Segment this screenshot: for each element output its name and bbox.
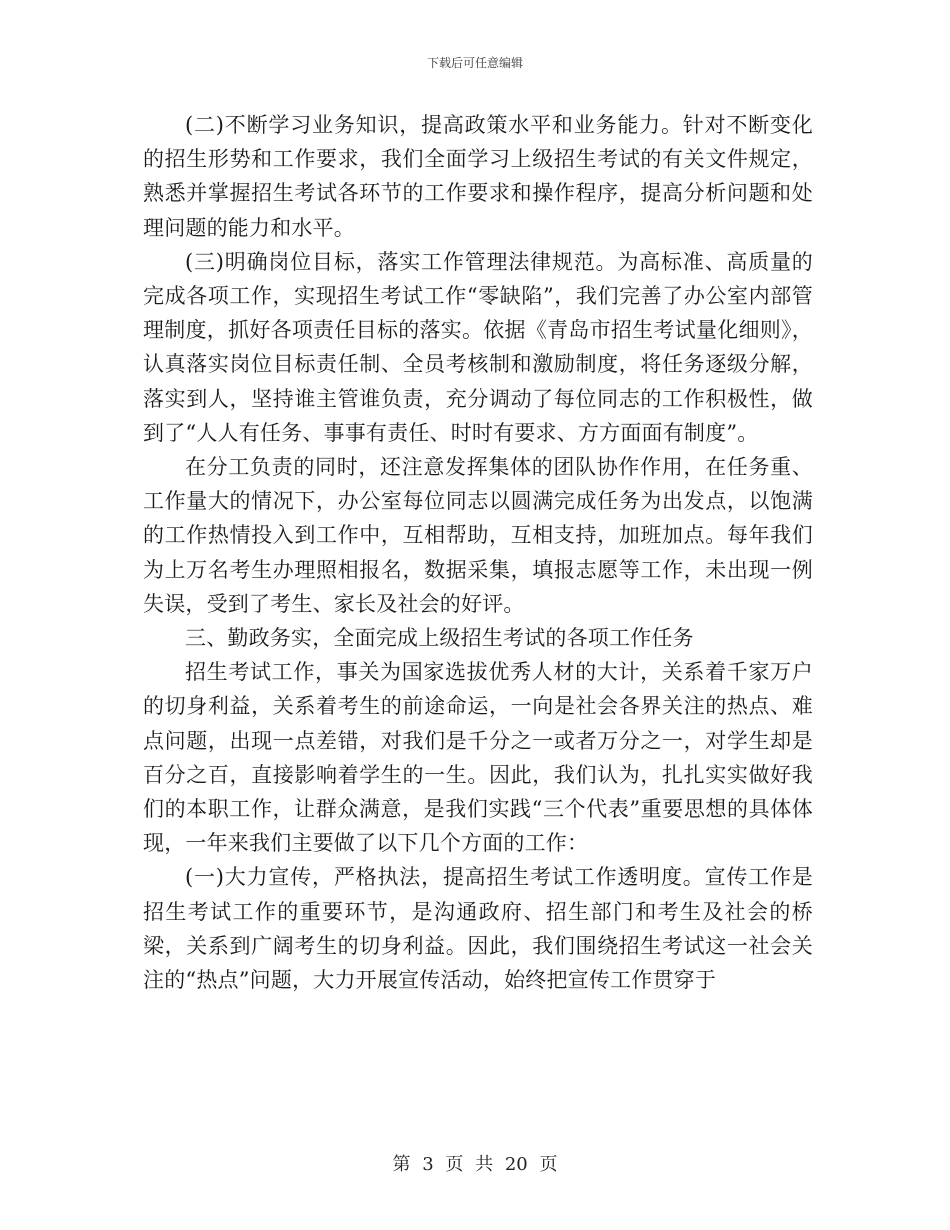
document-body bbox=[143, 108, 813, 997]
paragraph-post-targets: (三)明确岗位目标，落实工作管理法律规范。为高标准、高质量的完成各项工作，实现招生考试工作“零缺陷”，我们完善了办公室内部管理制度，抓好各项责任目标的落实。依据《青岛市招生考试量化细则》，认真落实岗位目标责任制、全员考核制和激励制度，将任务逐级分解，落实到人，坚持谁主管谁负责，充分调动了每位同志的工作积极性，做到了“人人有任务、事事有责任、时时有要求、方方面面有制度”。 bbox=[143, 249, 813, 445]
section-heading-three: 三、勤政务实，全面完成上级招生考试的各项工作任务 bbox=[185, 626, 694, 651]
paragraph-publicity: (一)大力宣传，严格执法，提高招生考试工作透明度。宣传工作是招生考试工作的重要环节，是沟通政府、招生部门和考生及社会的桥梁，关系到广阔考生的切身利益。因此，我们围绕招生考试这一社会关注的“热点”问题，大力开展宣传活动，始终把宣传工作贯穿于 bbox=[143, 865, 813, 993]
page-number: 第 3 页 共 20 页 bbox=[392, 1154, 558, 1175]
paragraph-teamwork: 在分工负责的同时，还注意发挥集体的团队协作作用，在任务重、工作量大的情况下，办公室每位同志以圆满完成任务为出发点，以饱满的工作热情投入到工作中，互相帮助，互相支持，加班加点。每年我们为上万名考生办理照相报名，数据采集，填报志愿等工作，未出现一例失误，受到了考生、家长及社会的好评。 bbox=[143, 455, 813, 616]
page-header: 下载后可任意编辑 bbox=[426, 56, 523, 70]
paragraph-policy-study: (二)不断学习业务知识，提高政策水平和业务能力。针对不断变化的招生形势和工作要求，我们全面学习上级招生考试的有关文件规定，熟悉并掌握招生考试各环节的工作要求和操作程序，提高分析问题和处理问题的能力和水平。 bbox=[143, 113, 813, 240]
paragraph-exam-importance: 招生考试工作，事关为国家选拔优秀人材的大计，关系着千家万户的切身利益，关系着考生的前途命运，一向是社会各界关注的热点、难点问题，出现一点差错，对我们是千分之一或者万分之一，对学生却是百分之百，直接影响着学生的一生。因此，我们认为，扎扎实实做好我们的本职工作，让群众满意，是我们实践“三个代表”重要思想的具体体现，一年来我们主要做了以下几个方面的工作： bbox=[143, 660, 813, 856]
